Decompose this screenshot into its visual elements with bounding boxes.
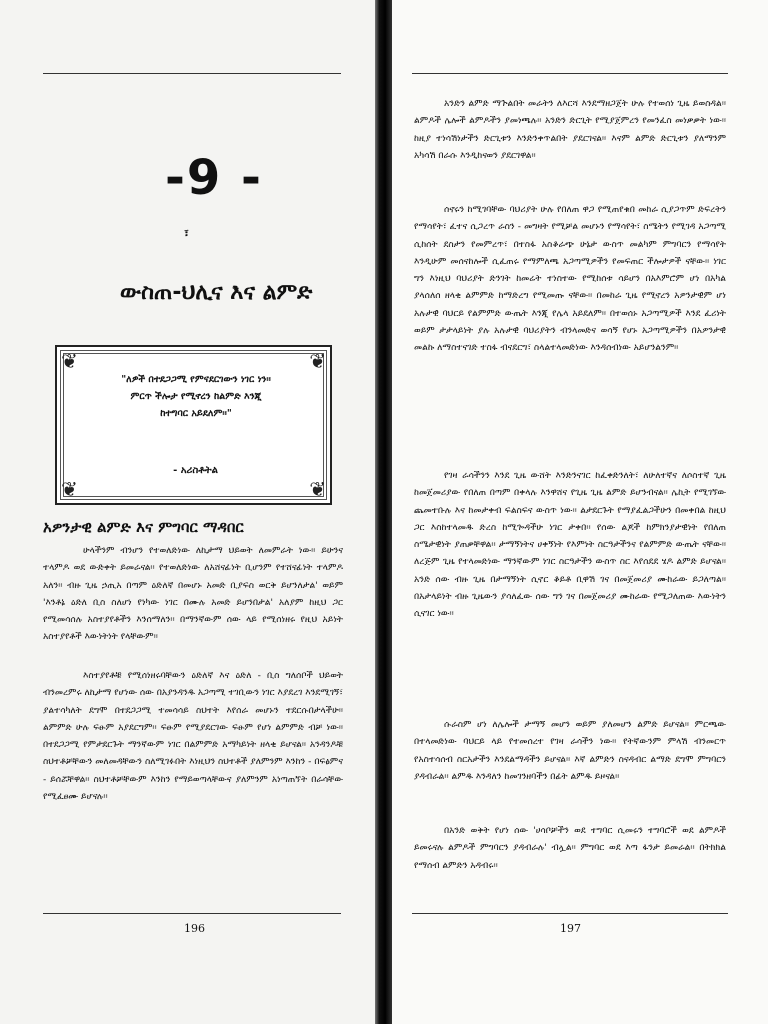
- paragraph: ሱራስም ሆነ ለሌሎች ታማኝ መሆን ወይም ያለመሆን ልምድ ይሆናል፡፡ ምርጫው በተላመድነው ባህርይ ላይ የተመሰረተ የገዛ ራሳችን ነው፡፡ የትኛውንም ምላሽ ብንመርጥ የአስተሳሰብ ስርአታችን እንደልማዳችን ይሆናል፡፡ እኛ ልምድን ስናዳብር ልማድ ደግሞ ምግባርን ያዳብራል፡፡ ልምዱ እንዳለን ከመገንዘባችን በፊት ልምዱ ይዞናል፡፡: [414, 720, 726, 782]
- top-rule-right: [412, 73, 728, 74]
- book-spine: [375, 0, 392, 1024]
- paragraph: ሁላችንም ብንሆን የተወለድነው ለኪታማ ህይወት ለመምራት ነው፡፡ ይሁንና ተላምዶ ወደ ውድቀት ይመራናል፡፡ የተወለድነው ለአሸናፊነት ቢሆንም የተሸናፊነት ተላምዶ አለን፡፡ ብዙ ጊዜ ኃጢአ በጣም ዕድለኛ በመሆኑ አመድ ቢያፍስ ወርቅ ይሆንለታል' ወይም 'እንቶኔ ዕድለ ቢስ ስለሆነ የነካው ነገር በሙሉ አመድ ይሆንበታል' አለያም ከዚህ ጋር የሚመሳሰሉ አስተያየቶችን እንሰማለን፡፡ በማንኛውም ሰው ላይ የሚሰነዘሩ የዚህ አይነት አስተያየቶች እውነትነት የላቸውም፡፡: [43, 546, 343, 643]
- top-rule-left: [43, 73, 341, 74]
- chapter-number: -9 -: [165, 150, 263, 206]
- paragraph: እስተያየቶቹ የሚሰነዘሩባቸውን ዕድለኛ እና ዕድለ - ቢስ ግለሰቦች ህይወት ብንመረምሩ ለኪታማ የሆነው ሰው በአያንዳንዱ አጋጣሚ ተገቢውን ነገር እያደረገ እንደሚገኝ፣ ያልተሳካለት ደግሞ በተደጋጋሚ ተመሳሳይ ስህተት እየሰራ መሆኑን ተደርሱበታላችሁ፡፡ ልምምድ ሁሉ ፍፁም አያደርግም፡፡ ፍፁም የሚያደርገው ፍፁም የሆነ ልምምድ ብቻ ነው፡፡ በተደጋጋሚ የምታደርጉት ማንኛውም ነገር በልምምድ አማካይነት ዘላቂ ይሆናል፡፡ አንዳንዶቹ ስህተቶቻቸውን መለመዳቸውን ስለሚገፉበት እነዚህን ስህተቶች ያለምንም እንከን - በፍፅምና - ይሰሯቸዋል፡፡ ስህተቶቻቸውም እንከን የማይወጣላቸውና ያለምንም አነጣጠኘት በራሳቸው የሚፈፀሙ ይሆናሉ፡፡: [43, 671, 343, 803]
- chapter-title: ውስጠ-ህሊና እና ልምድ: [120, 280, 313, 305]
- page-number: 197: [560, 922, 581, 935]
- quote-box: [55, 345, 332, 505]
- ornament-corner-icon: ❦: [309, 477, 326, 501]
- bottom-rule-left: [43, 913, 341, 914]
- left-page: [0, 0, 375, 1024]
- ornament-corner-icon: ❦: [61, 349, 78, 373]
- quote-text: "ለዎች በተደጋጋሚ የምናደርገውን ነገር ነን፡፡ ምርጥ ችሎታ የሚኖረን ከልምድ እንጂ ከተግባር አይደለም፡፡": [121, 374, 271, 419]
- section-heading: አዎንታዊ ልምድ እና ምግባር ማዳበር: [43, 518, 244, 536]
- paragraph: የገዛ ራሳችንን እንደ ጊዜ ውሸት እንድንናገር ከፈቀድንለት፣ ለሁለተኛና ለሶስተኛ ጊዜ ከመጀመሪያው የበለጠ በጣም በቀላሉ እንዋሸና የጊዜ ጊዜ ልምድ ይሆንብናል፡፡ ሌኪት የሚገኘው ጨመተቡሉ እና ከመታቀብ ፍልስፍና ውስጥ ነው፡፡ ልታደርጉት የማያፈልጋችሁን በመቀበል ከዚህ ጋር እስከተላመዱ ድረስ ከሚጐዳችሁ ነገር ታቀበ፡፡ የሰው ልጆች ከምክንያታዊነት የበለጠ ስሜታዊነት ያጠቃቸዋል፡፡ ታማኝነትና ሀቀኝነት የእምነት ስርዓታችንና የልምምድ ውጤት ናቸው፡፡ ለረጅም ጊዜ የተላመድነው ማንኛውም ነገር ስርዓታችን ውስጥ ስር እየሰደደ ሄዶ ልምድ ይሆናል፡፡ አንድ ሰው ብዙ ጊዜ በታማኝነት ሲኖር ቆይቶ ቢዋሽ ገና በመጀመሪያ ሙከራው ይጋለጣል፡፡ በአታላይነት ብዙ ጊዜውን ያሳለፈው ሰው ግን ገና በመጀመሪያ ሙከራው የሚጋለጠው እውነትን ሲናገር ነው፡፡: [414, 471, 726, 620]
- quote-author: - አሪስቶትል: [173, 465, 218, 476]
- ornament-corner-icon: ❦: [309, 349, 326, 373]
- right-page: [392, 0, 768, 1024]
- page-number: 196: [184, 922, 205, 935]
- ornament-corner-icon: ❦: [61, 477, 78, 501]
- paragraph: አንድን ልምድ ማጕልበት መራትን ለእርሻ እንደማዘጋጀት ሁሉ የተወሰነ ጊዜ ይወስዳል፡፡ ልምዶች ሌሎች ልምዶችን ያመነጫሉ፡፡ አንድን ድርጊት የሚያጀምረን የመንፈስ መነቃቃት ነው፡፡ ከዚያ ተነሳሽነታችን ድርጊቱን እንድንቀጥልበት ያደርገናል፡፡ እናም ልምድ ድርጊቱን ያለማንም አካሳሽ በራሱ እንዲከናወን ያደርገዋል፡፡: [414, 99, 726, 161]
- bottom-rule-right: [412, 913, 728, 914]
- paragraph: ሰኖሩን ከሚገባቸው ባህሪያት ሁሉ የበለጠ ዋጋ የሚጠየቁበ መከራ ሲያጋጥም ድፍረትን የማሳየት፣ ፈተና ሲጋረጥ ራስን - መግዛት የሚቻል መሆኑን የማሳየት፣ ስሜትን የሚገዳ አጋጣሚ ሲከሰት ደስታን የመምረጥ፣ በተስፋ አስቆራጭ ሁኔታ ውስጥ መልካም ምግባርን የማሳየት እንዲሁም መሰናከሎች ሲፈጠሩ የማምለጫ አጋጣሚዎችን የመፍጠር ችሎታዎች ናቸው፡፡ ነገር ግን እነዚህ ባህሪያት ድንገት ከመሬት ተነስተው የሚከሰቱ ሳይሆን በአእምሮም ሆነ በአካል ያላሰለሰ ዘላቂ ልምምድ ከማድረግ የሚመጡ ናቸው፡፡ በመከራ ጊዜ የሚኖረን አዎንታዊም ሆነ አሉታዊ ባህርይ የልምምድ ውጤት እንጂ የሌላ አይደለም፡፡ በተወሰኑ አጋጣሚዎች እንደ ፈሪነት ወይም ታታላይነት ያሉ አሉታዊ ባህሪያትን ብንላመድና ወሳኝ የሆኑ አጋጣሚዎችን በአዎንታዊ መልኩ ለማስተናገድ ተስፋ ብናደርግ፣ ስላልተላመድነው እንዳሰብነው አይሆንልንም፡፡: [414, 205, 726, 354]
- paragraph: በአንድ ወቅት የሆነ ሰው 'ሀሳቦቻችን ወደ ተግባር ሲመሩን ተግባሮች ወደ ልምዶች ይመሩናሉ ልምዶች ምግባርን ያዳብራሉ' ብሏል፡፡ ምግባር ወደ እጣ ፋንታ ይመራል፡፡ በትክክል የማሰብ ልምድን አዳብሩ፡፡: [414, 826, 726, 871]
- chapter-subtitle: ፣: [184, 226, 189, 240]
